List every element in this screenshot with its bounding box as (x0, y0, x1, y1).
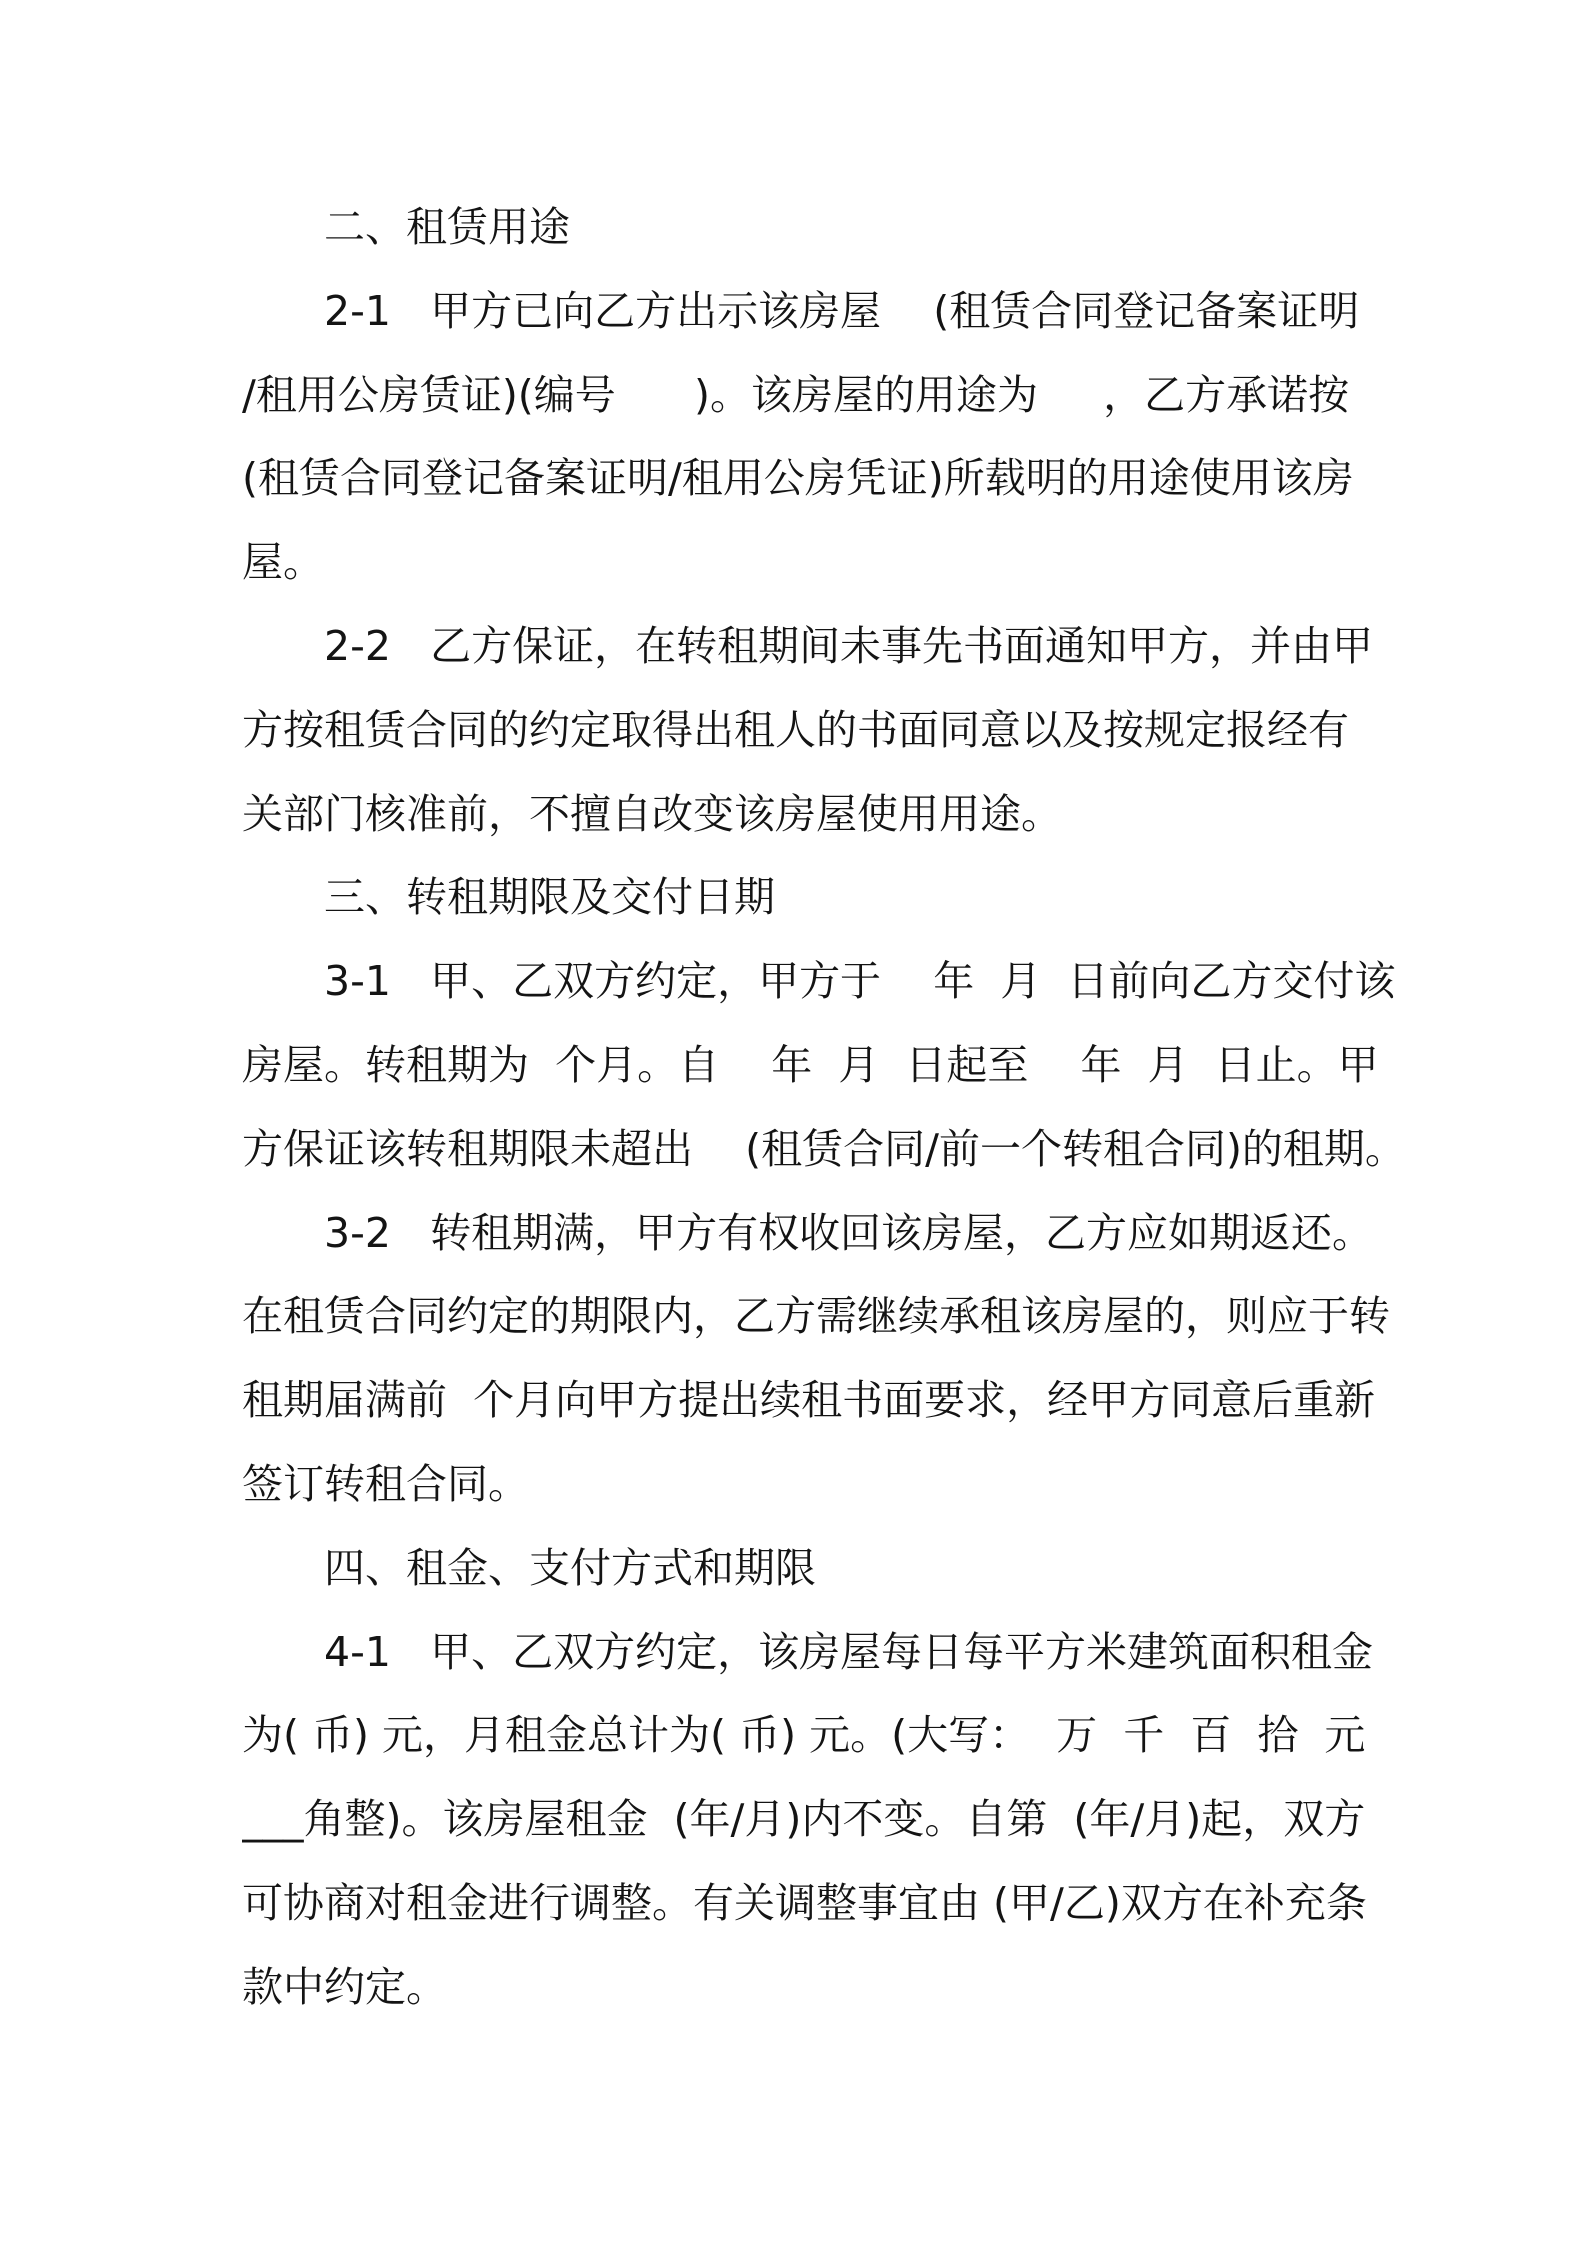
section-rent-payment (242, 1527, 1492, 2030)
clause-line: 2-2 乙方保证，在转租期间未事先书面通知甲方，并由甲 (324, 621, 1374, 670)
section-heading: 三、转租期限及交付日期 (324, 873, 775, 922)
clause-line: 方按租赁合同的约定取得出租人的书面同意以及按规定报经有 (242, 705, 1349, 754)
clause-line: (租赁合同登记备案证明/租用公房凭证)所载明的用途使用该房 (242, 454, 1354, 503)
section-lease-purpose (242, 186, 1492, 856)
clause-line: 可协商对租金进行调整。有关调整事宜由 (甲/乙)双方在补充条 (242, 1878, 1367, 1927)
section-sublease-term (242, 856, 1492, 1526)
clause-3-2 (242, 1192, 1492, 1527)
clause-line: 屋。 (242, 538, 324, 587)
document-body (242, 186, 1492, 2030)
clause-2-1 (242, 270, 1492, 605)
clause-line: 房屋。转租期为 个月。自 年 月 日起至 年 月 日止。甲 (242, 1040, 1379, 1089)
clause-line: 2-1 甲方已向乙方出示该房屋 (租赁合同登记备案证明 (324, 286, 1360, 335)
clause-line: 款中约定。 (242, 1962, 447, 2011)
section-heading: 二、租赁用途 (324, 203, 570, 251)
clause-line: 方保证该转租期限未超出 (租赁合同/前一个转租合同)的租期。 (242, 1124, 1406, 1173)
clause-line: 关部门核准前，不擅自改变该房屋使用用途。 (242, 789, 1062, 838)
clause-4-1 (242, 1611, 1492, 2030)
clause-line: /租用公房赁证)(编号 )。该房屋的用途为 ，乙方承诺按 (242, 370, 1350, 419)
clause-line: 4-1 甲、乙双方约定，该房屋每日每平方米建筑面积租金 (324, 1627, 1374, 1676)
clause-line: 签订转租合同。 (242, 1459, 529, 1508)
clause-line: 为( 币) 元，月租金总计为( 币) 元。(大写： 万 千 百 拾 元 (242, 1711, 1366, 1760)
clause-2-2 (242, 605, 1492, 856)
clause-line: ___角整)。该房屋租金 (年/月)内不变。自第 (年/月)起，双方 (242, 1795, 1366, 1844)
clause-line: 在租赁合同约定的期限内，乙方需继续承租该房屋的，则应于转 (242, 1292, 1390, 1341)
clause-line: 3-2 转租期满，甲方有权收回该房屋，乙方应如期返还。 (324, 1208, 1374, 1257)
clause-line: 3-1 甲、乙双方约定，甲方于 年 月 日前向乙方交付该 (324, 957, 1396, 1006)
clause-line: 租期届满前 个月向甲方提出续租书面要求，经甲方同意后重新 (242, 1376, 1376, 1425)
section-heading: 四、租金、支付方式和期限 (324, 1543, 816, 1592)
clause-3-1 (242, 940, 1492, 1191)
